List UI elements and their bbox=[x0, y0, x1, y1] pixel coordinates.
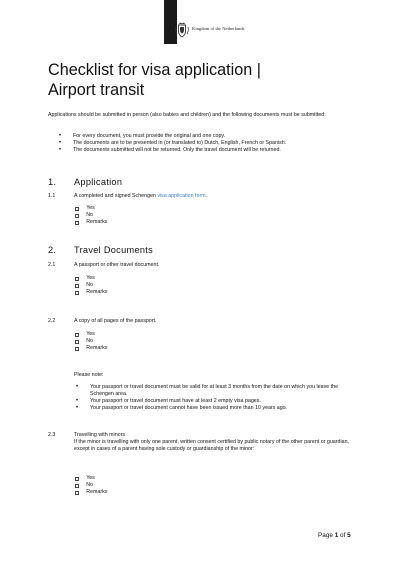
page-label: Page bbox=[318, 532, 335, 539]
section-number: 1. bbox=[48, 177, 57, 187]
intro-bullet: • For every document, you must provide the original and one copy. bbox=[59, 133, 359, 140]
item-number: 2.3 bbox=[48, 432, 56, 438]
checkbox-icon[interactable] bbox=[75, 340, 79, 344]
item-number: 2.1 bbox=[48, 262, 56, 268]
checkbox-icon[interactable] bbox=[75, 484, 79, 488]
item-heading: Travelling with minors bbox=[74, 432, 126, 438]
page-total: 5 bbox=[347, 532, 351, 539]
option-yes[interactable]: Yes bbox=[74, 331, 107, 338]
checkbox-icon[interactable] bbox=[75, 477, 79, 481]
item-text: A passport or other travel document. bbox=[74, 262, 160, 268]
item-text-after: . bbox=[205, 193, 208, 199]
note-bullet: • Your passport or travel document cannot have been issued more than 10 years ago. bbox=[76, 405, 356, 412]
note-bullet: • Your passport or travel document must have at least 2 empty visa pages. bbox=[76, 398, 356, 405]
intro-bullet-list bbox=[59, 133, 359, 154]
page-current: 1 bbox=[334, 532, 339, 539]
title-line-1: Checklist for visa application | bbox=[48, 61, 261, 79]
checkbox-icon[interactable] bbox=[75, 207, 79, 211]
option-no[interactable]: No bbox=[74, 338, 107, 345]
intro-text: Applications should be submitted in person (also babies and children) and the following documents must be submitted: bbox=[48, 112, 326, 118]
checkbox-icon[interactable] bbox=[75, 347, 79, 351]
item-number: 2.2 bbox=[48, 318, 56, 324]
option-yes[interactable]: Yes bbox=[74, 475, 107, 482]
option-yes[interactable]: Yes bbox=[74, 275, 107, 282]
item-number: 1.1 bbox=[48, 193, 56, 199]
checkbox-icon[interactable] bbox=[75, 291, 79, 295]
option-yes[interactable]: Yes bbox=[74, 205, 107, 212]
option-remarks[interactable]: Remarks bbox=[74, 289, 107, 296]
intro-bullet: • The documents submitted will not be returned. Only the travel document will be returned. bbox=[59, 147, 359, 154]
item-text-before: A completed and signed Schengen bbox=[74, 193, 158, 199]
netherlands-crest-icon bbox=[175, 22, 189, 38]
section-title: Application bbox=[74, 177, 123, 187]
note-bullet-list bbox=[76, 384, 356, 412]
option-remarks[interactable]: Remarks bbox=[74, 489, 107, 496]
item-text: If the minor is travelling with only one parent, written consent certified by public notary of the other parent or guardian, except in cases of a parent having sole custody or guardianship of the minor: bbox=[74, 439, 349, 452]
section-title: Travel Documents bbox=[74, 245, 154, 255]
page-title bbox=[48, 61, 261, 100]
visa-application-form-link[interactable]: visa application form bbox=[157, 193, 206, 199]
checkbox-icon[interactable] bbox=[75, 214, 79, 218]
page-number bbox=[318, 532, 351, 539]
checkbox-icon[interactable] bbox=[75, 221, 79, 225]
item-text bbox=[74, 193, 364, 200]
item-text: A copy of all pages of the passport. bbox=[74, 318, 157, 324]
options-group bbox=[74, 205, 107, 227]
option-remarks[interactable]: Remarks bbox=[74, 219, 107, 226]
checkbox-icon[interactable] bbox=[75, 491, 79, 495]
options-group bbox=[74, 275, 107, 297]
intro-bullet: • The documents are to be presented in (or translated to) Dutch, English, French or Spanish. bbox=[59, 140, 359, 147]
title-line-2: Airport transit bbox=[48, 80, 145, 99]
option-no[interactable]: No bbox=[74, 282, 107, 289]
checkbox-icon[interactable] bbox=[75, 284, 79, 288]
checkbox-icon[interactable] bbox=[75, 277, 79, 281]
option-no[interactable]: No bbox=[74, 212, 107, 219]
note-label: Please note: bbox=[74, 372, 104, 378]
brand-name: Kingdom of the Netherlands bbox=[192, 26, 245, 31]
section-number: 2. bbox=[48, 245, 57, 255]
option-no[interactable]: No bbox=[74, 482, 107, 489]
checkbox-icon[interactable] bbox=[75, 333, 79, 337]
options-group bbox=[74, 331, 107, 353]
page-of: of bbox=[338, 532, 348, 539]
note-bullet: • Your passport or travel document must be valid for at least 3 months from the date on which you leave the Schengen area. bbox=[76, 384, 356, 398]
option-remarks[interactable]: Remarks bbox=[74, 345, 107, 352]
options-group bbox=[74, 475, 107, 497]
